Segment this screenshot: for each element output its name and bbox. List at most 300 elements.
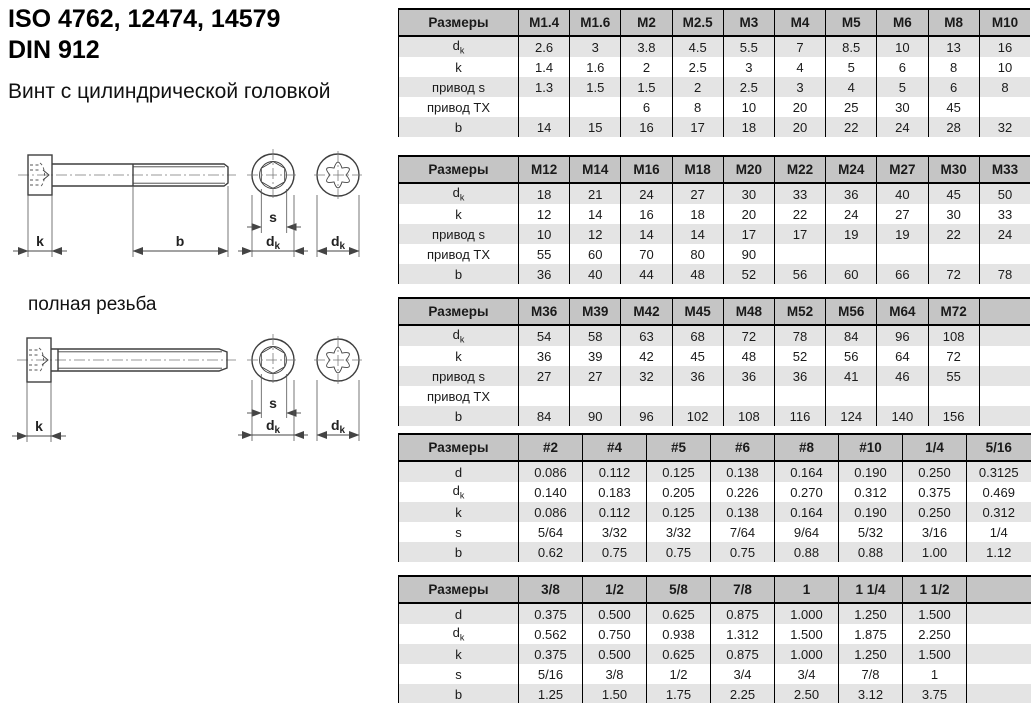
- table-cell: 2.5: [723, 77, 774, 97]
- row-label: привод s: [399, 224, 519, 244]
- table-cell: 3: [570, 36, 621, 57]
- table-cell: 45: [928, 97, 979, 117]
- table-cell: 0.164: [775, 461, 839, 482]
- row-label: k: [399, 346, 519, 366]
- row-label: $d_k$: [399, 482, 519, 502]
- table-header-row: [399, 434, 1031, 461]
- table-cell: 0.469: [967, 482, 1031, 502]
- table-column-header: M10: [979, 9, 1030, 36]
- table-column-header: M20: [723, 156, 774, 183]
- table-cell: 18: [519, 183, 570, 204]
- table-row: [399, 482, 1031, 502]
- table-cell: 30: [928, 204, 979, 224]
- table-row: [399, 542, 1031, 562]
- table-column-header: 1 1/4: [839, 576, 903, 603]
- table-cell: 56: [774, 264, 825, 284]
- table-cell: 40: [570, 264, 621, 284]
- table-cell: 3/8: [583, 664, 647, 684]
- table-cell: 6: [621, 97, 672, 117]
- table-cell: 0.125: [647, 502, 711, 522]
- table-cell: 22: [928, 224, 979, 244]
- table-column-header: 1 1/2: [903, 576, 967, 603]
- table-cell: 0.75: [647, 542, 711, 562]
- table-column-header: M45: [672, 298, 723, 325]
- dim-label-b: b: [175, 233, 185, 249]
- dim-label-k: k: [35, 418, 43, 434]
- table-cell: [967, 624, 1031, 644]
- table-cell: 0.205: [647, 482, 711, 502]
- table-cell: 33: [979, 204, 1030, 224]
- table-header-row: [399, 298, 1031, 325]
- dim-label-s: s: [269, 209, 277, 225]
- table-cell: 7/8: [839, 664, 903, 684]
- table-cell: 102: [672, 406, 723, 426]
- table-cell: 0.938: [647, 624, 711, 644]
- table-row: [399, 624, 1031, 644]
- table-cell: 0.312: [967, 502, 1031, 522]
- row-label: k: [399, 204, 519, 224]
- table-cell: 68: [672, 325, 723, 346]
- table-cell: 3/32: [583, 522, 647, 542]
- table-cell: 24: [621, 183, 672, 204]
- table-cell: 0.140: [519, 482, 583, 502]
- row-label: привод TX: [399, 386, 519, 406]
- table-row: [399, 346, 1031, 366]
- table-cell: [979, 406, 1030, 426]
- table-cell: 40: [877, 183, 928, 204]
- table-cell: 0.183: [583, 482, 647, 502]
- product-subtitle: Винт с цилиндрической головкой: [8, 80, 331, 103]
- table-cell: 32: [621, 366, 672, 386]
- table-cell: 64: [877, 346, 928, 366]
- table-column-header: 7/8: [711, 576, 775, 603]
- table-cell: [621, 386, 672, 406]
- dimension-dk-hex: [238, 195, 308, 257]
- table-cell: 10: [723, 97, 774, 117]
- title-block: [8, 4, 331, 104]
- table-column-header: M30: [928, 156, 979, 183]
- table-header-row: [399, 9, 1031, 36]
- table-cell: 5/16: [519, 664, 583, 684]
- table-cell: 72: [723, 325, 774, 346]
- hex-socket-end-view: [247, 334, 299, 386]
- row-label: $d_k$: [399, 325, 519, 346]
- table-cell: 18: [672, 204, 723, 224]
- row-label: b: [399, 684, 519, 703]
- table-cell: [979, 346, 1030, 366]
- table-cell: 1.000: [775, 644, 839, 664]
- standards-title-line2: DIN 912: [8, 36, 100, 64]
- table-cell: [967, 603, 1031, 624]
- table-cell: 0.875: [711, 644, 775, 664]
- table-cell: 36: [826, 183, 877, 204]
- table-cell: 0.112: [583, 461, 647, 482]
- table-cell: 2.6: [519, 36, 570, 57]
- table-cell: 18: [723, 117, 774, 137]
- table-column-header: #10: [839, 434, 903, 461]
- dim-label-dk: $d_k$: [265, 417, 281, 436]
- table-row: [399, 36, 1031, 57]
- table-cell: 1.75: [647, 684, 711, 703]
- table-cell: 1.5: [621, 77, 672, 97]
- table-cell: 50: [979, 183, 1030, 204]
- table-cell: 1.00: [903, 542, 967, 562]
- table-cell: 8.5: [826, 36, 877, 57]
- table-column-header: #8: [775, 434, 839, 461]
- table-cell: 0.190: [839, 461, 903, 482]
- metric-table-m12-m33: [398, 155, 1030, 284]
- table-cell: 1.875: [839, 624, 903, 644]
- table-column-header: M24: [826, 156, 877, 183]
- table-header-row: [399, 576, 1031, 603]
- table-cell: 0.750: [583, 624, 647, 644]
- table-cell: 0.250: [903, 461, 967, 482]
- dimension-k: [12, 382, 66, 442]
- table-cell: 0.625: [647, 644, 711, 664]
- table-cell: 48: [723, 346, 774, 366]
- table-cell: 1.3: [519, 77, 570, 97]
- table-cell: 66: [877, 264, 928, 284]
- row-label: b: [399, 264, 519, 284]
- table-column-header: [967, 576, 1031, 603]
- table-cell: 8: [928, 57, 979, 77]
- table-column-header: M16: [621, 156, 672, 183]
- table-row: [399, 644, 1031, 664]
- table-cell: 8: [979, 77, 1030, 97]
- table-column-header: M4: [774, 9, 825, 36]
- dimension-table: [398, 297, 1030, 426]
- table-cell: 0.250: [903, 502, 967, 522]
- table-cell: 124: [826, 406, 877, 426]
- row-label: s: [399, 664, 519, 684]
- table-cell: 21: [570, 183, 621, 204]
- table-cell: [967, 664, 1031, 684]
- table-cell: 48: [672, 264, 723, 284]
- table-cell: 0.88: [839, 542, 903, 562]
- table-cell: 3: [774, 77, 825, 97]
- table-corner-header: Размеры: [399, 298, 519, 325]
- table-cell: 1.12: [967, 542, 1031, 562]
- table-column-header: #4: [583, 434, 647, 461]
- row-label: k: [399, 57, 519, 77]
- table-cell: 1.500: [903, 644, 967, 664]
- table-cell: 22: [826, 117, 877, 137]
- table-cell: 78: [774, 325, 825, 346]
- table-cell: 20: [723, 204, 774, 224]
- table-cell: 1.000: [775, 603, 839, 624]
- table-column-header: M2: [621, 9, 672, 36]
- table-cell: [877, 244, 928, 264]
- table-cell: 63: [621, 325, 672, 346]
- table-cell: 4: [826, 77, 877, 97]
- table-column-header: M42: [621, 298, 672, 325]
- table-cell: 108: [928, 325, 979, 346]
- table-cell: [570, 386, 621, 406]
- table-cell: 2.25: [711, 684, 775, 703]
- table-column-header: M39: [570, 298, 621, 325]
- table-cell: 17: [774, 224, 825, 244]
- dimension-table: [398, 575, 1031, 703]
- table-row: [399, 244, 1031, 264]
- table-cell: 4.5: [672, 36, 723, 57]
- table-column-header: M5: [826, 9, 877, 36]
- table-cell: 1/2: [647, 664, 711, 684]
- table-cell: 36: [672, 366, 723, 386]
- table-cell: 10: [519, 224, 570, 244]
- hex-socket-end-view: [247, 149, 299, 201]
- table-cell: 0.375: [519, 644, 583, 664]
- table-cell: 7: [774, 36, 825, 57]
- table-cell: 0.125: [647, 461, 711, 482]
- table-cell: 6: [877, 57, 928, 77]
- table-cell: 90: [570, 406, 621, 426]
- table-column-header: M64: [877, 298, 928, 325]
- table-cell: 84: [826, 325, 877, 346]
- table-row: [399, 461, 1031, 482]
- table-cell: 0.562: [519, 624, 583, 644]
- dim-label-dk: $d_k$: [330, 233, 346, 252]
- table-cell: 60: [826, 264, 877, 284]
- table-cell: 30: [877, 97, 928, 117]
- table-cell: 1.4: [519, 57, 570, 77]
- table-cell: [979, 325, 1030, 346]
- dimension-b: [133, 186, 228, 257]
- table-cell: 5/32: [839, 522, 903, 542]
- table-column-header: M22: [774, 156, 825, 183]
- table-cell: 5.5: [723, 36, 774, 57]
- table-cell: 2.50: [775, 684, 839, 703]
- table-cell: 39: [570, 346, 621, 366]
- table-row: [399, 97, 1031, 117]
- screw-side-view: [17, 338, 236, 382]
- table-cell: 5: [826, 57, 877, 77]
- table-column-header: M6: [877, 9, 928, 36]
- table-column-header: M56: [826, 298, 877, 325]
- table-row: [399, 183, 1031, 204]
- table-cell: 1.5: [570, 77, 621, 97]
- torx-end-view: [314, 151, 362, 199]
- table-cell: 14: [672, 224, 723, 244]
- table-column-header: 5/8: [647, 576, 711, 603]
- table-cell: 3/16: [903, 522, 967, 542]
- table-cell: [979, 97, 1030, 117]
- table-cell: 8: [672, 97, 723, 117]
- table-cell: 0.62: [519, 542, 583, 562]
- table-cell: [519, 386, 570, 406]
- table-cell: 0.138: [711, 502, 775, 522]
- table-cell: 55: [519, 244, 570, 264]
- table-cell: 0.75: [711, 542, 775, 562]
- table-cell: 1.50: [583, 684, 647, 703]
- table-column-header: M12: [519, 156, 570, 183]
- table-cell: 14: [570, 204, 621, 224]
- table-column-header: M72: [928, 298, 979, 325]
- table-cell: 42: [621, 346, 672, 366]
- table-cell: 84: [519, 406, 570, 426]
- table-cell: 0.086: [519, 502, 583, 522]
- table-cell: 0.75: [583, 542, 647, 562]
- table-cell: 24: [826, 204, 877, 224]
- table-cell: 1.250: [839, 644, 903, 664]
- inch-table-numbered-sizes: [398, 433, 1030, 562]
- table-cell: 0.500: [583, 644, 647, 664]
- inch-table-fractional-sizes: [398, 575, 1030, 703]
- table-cell: 1.250: [839, 603, 903, 624]
- table-cell: 4: [774, 57, 825, 77]
- table-row: [399, 664, 1031, 684]
- table-cell: 72: [928, 264, 979, 284]
- table-row: [399, 684, 1031, 703]
- table-cell: 0.88: [775, 542, 839, 562]
- row-label: k: [399, 502, 519, 522]
- table-row: [399, 224, 1031, 244]
- table-cell: 72: [928, 346, 979, 366]
- table-cell: 3.75: [903, 684, 967, 703]
- table-cell: 90: [723, 244, 774, 264]
- dimension-table: [398, 155, 1030, 284]
- table-row: [399, 77, 1031, 97]
- table-cell: 27: [570, 366, 621, 386]
- table-column-header: 1: [775, 576, 839, 603]
- row-label: b: [399, 542, 519, 562]
- table-cell: 0.375: [519, 603, 583, 624]
- table-cell: 12: [570, 224, 621, 244]
- table-cell: 45: [928, 183, 979, 204]
- table-cell: 3/4: [775, 664, 839, 684]
- table-corner-header: Размеры: [399, 434, 519, 461]
- table-cell: 3: [723, 57, 774, 77]
- table-cell: 140: [877, 406, 928, 426]
- dim-label-k: k: [36, 233, 44, 249]
- table-cell: 30: [723, 183, 774, 204]
- torx-end-view: [314, 336, 362, 384]
- table-cell: 0.375: [903, 482, 967, 502]
- row-label: привод TX: [399, 244, 519, 264]
- table-cell: 14: [621, 224, 672, 244]
- table-column-header: M14: [570, 156, 621, 183]
- table-column-header: 1/2: [583, 576, 647, 603]
- table-corner-header: Размеры: [399, 9, 519, 36]
- table-cell: 7/64: [711, 522, 775, 542]
- table-cell: 9/64: [775, 522, 839, 542]
- table-cell: [774, 386, 825, 406]
- dim-label-s: s: [269, 395, 277, 411]
- table-cell: 56: [826, 346, 877, 366]
- table-column-header: M8: [928, 9, 979, 36]
- table-column-header: 1/4: [903, 434, 967, 461]
- table-cell: [967, 644, 1031, 664]
- table-cell: 3/32: [647, 522, 711, 542]
- table-row: [399, 522, 1031, 542]
- table-row: [399, 264, 1031, 284]
- table-cell: 28: [928, 117, 979, 137]
- table-cell: [928, 244, 979, 264]
- table-cell: 1/4: [967, 522, 1031, 542]
- table-cell: 1.500: [903, 603, 967, 624]
- table-column-header: #6: [711, 434, 775, 461]
- table-cell: 6: [928, 77, 979, 97]
- screw-drawing-full-thread: [0, 326, 390, 446]
- table-row: [399, 502, 1031, 522]
- row-label: b: [399, 117, 519, 137]
- table-column-header: M2.5: [672, 9, 723, 36]
- table-cell: 33: [774, 183, 825, 204]
- row-label: привод s: [399, 366, 519, 386]
- table-cell: [774, 244, 825, 264]
- table-cell: 10: [979, 57, 1030, 77]
- table-cell: 52: [723, 264, 774, 284]
- table-cell: 16: [621, 117, 672, 137]
- table-column-header: M48: [723, 298, 774, 325]
- table-header-row: [399, 156, 1031, 183]
- dimension-k: [13, 195, 67, 257]
- table-cell: 16: [621, 204, 672, 224]
- table-cell: 19: [826, 224, 877, 244]
- table-cell: 1: [903, 664, 967, 684]
- row-label: b: [399, 406, 519, 426]
- table-cell: 0.3125: [967, 461, 1031, 482]
- table-cell: 0.875: [711, 603, 775, 624]
- table-cell: 3/4: [711, 664, 775, 684]
- dimension-table: [398, 8, 1030, 137]
- table-cell: 1.312: [711, 624, 775, 644]
- table-cell: 2: [621, 57, 672, 77]
- table-cell: 45: [672, 346, 723, 366]
- table-cell: 36: [774, 366, 825, 386]
- table-cell: 32: [979, 117, 1030, 137]
- table-cell: 3.8: [621, 36, 672, 57]
- dimension-table: [398, 433, 1031, 562]
- table-cell: 24: [979, 224, 1030, 244]
- table-cell: 2: [672, 77, 723, 97]
- table-cell: 0.190: [839, 502, 903, 522]
- table-cell: [979, 244, 1030, 264]
- table-cell: 19: [877, 224, 928, 244]
- table-cell: 17: [672, 117, 723, 137]
- table-cell: [826, 386, 877, 406]
- table-cell: 15: [570, 117, 621, 137]
- table-cell: 36: [519, 346, 570, 366]
- dim-label-dk: $d_k$: [265, 233, 281, 252]
- row-label: $d_k$: [399, 36, 519, 57]
- metric-table-m36-m72: [398, 297, 1030, 426]
- table-cell: 14: [519, 117, 570, 137]
- table-cell: 0.625: [647, 603, 711, 624]
- table-cell: [519, 97, 570, 117]
- table-cell: 54: [519, 325, 570, 346]
- table-cell: 36: [723, 366, 774, 386]
- table-cell: 0.226: [711, 482, 775, 502]
- row-label: d: [399, 461, 519, 482]
- table-column-header: #2: [519, 434, 583, 461]
- dim-label-dk: $d_k$: [330, 417, 346, 436]
- table-cell: 20: [774, 117, 825, 137]
- table-column-header: M1.6: [570, 9, 621, 36]
- table-row: [399, 57, 1031, 77]
- table-cell: 36: [519, 264, 570, 284]
- table-row: [399, 603, 1031, 624]
- row-label: s: [399, 522, 519, 542]
- full-thread-label: полная резьба: [28, 294, 157, 315]
- table-row: [399, 325, 1031, 346]
- row-label: $d_k$: [399, 624, 519, 644]
- table-cell: 0.086: [519, 461, 583, 482]
- row-label: k: [399, 644, 519, 664]
- table-cell: 41: [826, 366, 877, 386]
- table-cell: 1.500: [775, 624, 839, 644]
- table-column-header: #5: [647, 434, 711, 461]
- table-cell: [826, 244, 877, 264]
